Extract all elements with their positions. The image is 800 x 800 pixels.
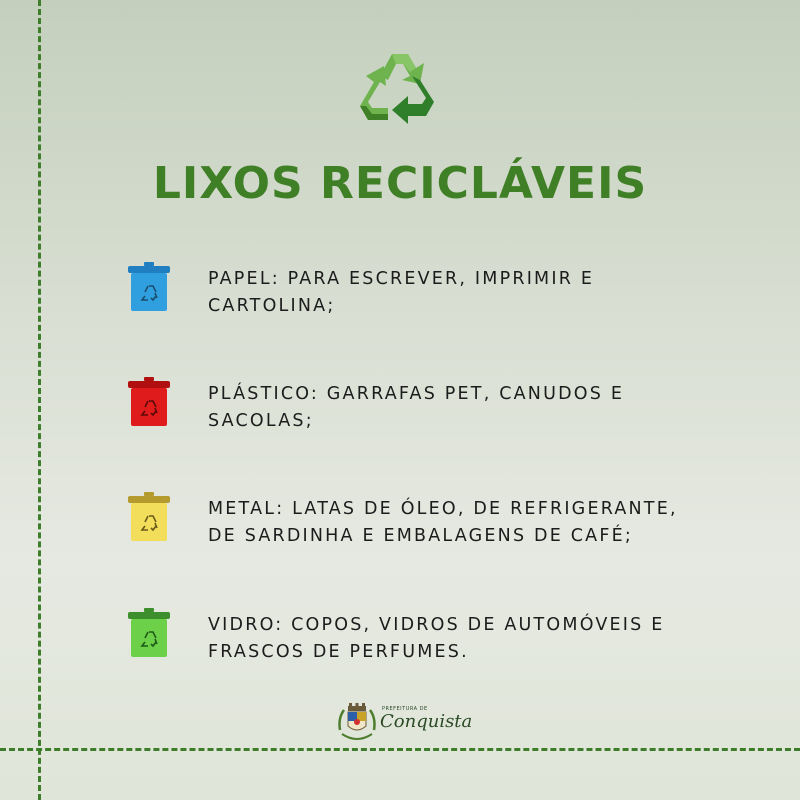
- item-text-plastico: PLÁSTICO: GARRAFAS PET, CANUDOS E SACOLAS;: [208, 384, 625, 431]
- item-text-papel: PAPEL: PARA ESCREVER, IMPRIMIR E CARTOLINA;: [208, 269, 595, 316]
- recycle-bin-red-icon: [128, 377, 170, 429]
- coat-of-arms-icon: [336, 700, 378, 744]
- list-item-plastico: [128, 377, 688, 437]
- list-item-vidro: [128, 608, 688, 668]
- list-item-metal: [128, 492, 688, 552]
- recycle-bin-green-icon: [128, 608, 170, 660]
- item-text-metal: METAL: LATAS DE ÓLEO, DE REFRIGERANTE, DE SARDINHA E EMBALAGENS DE CAFÉ;: [208, 499, 678, 546]
- item-text-vidro: VIDRO: COPOS, VIDROS DE AUTOMÓVEIS E FRASCOS DE PERFUMES.: [208, 615, 665, 662]
- logo-name-text: Conquista: [380, 711, 473, 732]
- dashed-vertical-line: [38, 0, 41, 800]
- recycle-bin-blue-icon: [128, 262, 170, 314]
- dashed-horizontal-line: [0, 748, 800, 751]
- page-title: LIXOS RECICLÁVEIS: [152, 158, 648, 209]
- recycle-bin-yellow-icon: [128, 492, 170, 544]
- list-item-papel: [128, 262, 688, 322]
- prefeitura-logo: [336, 700, 476, 744]
- recycle-symbol-icon: [350, 36, 450, 126]
- logo-small-text: PREFEITURA DE: [382, 706, 428, 712]
